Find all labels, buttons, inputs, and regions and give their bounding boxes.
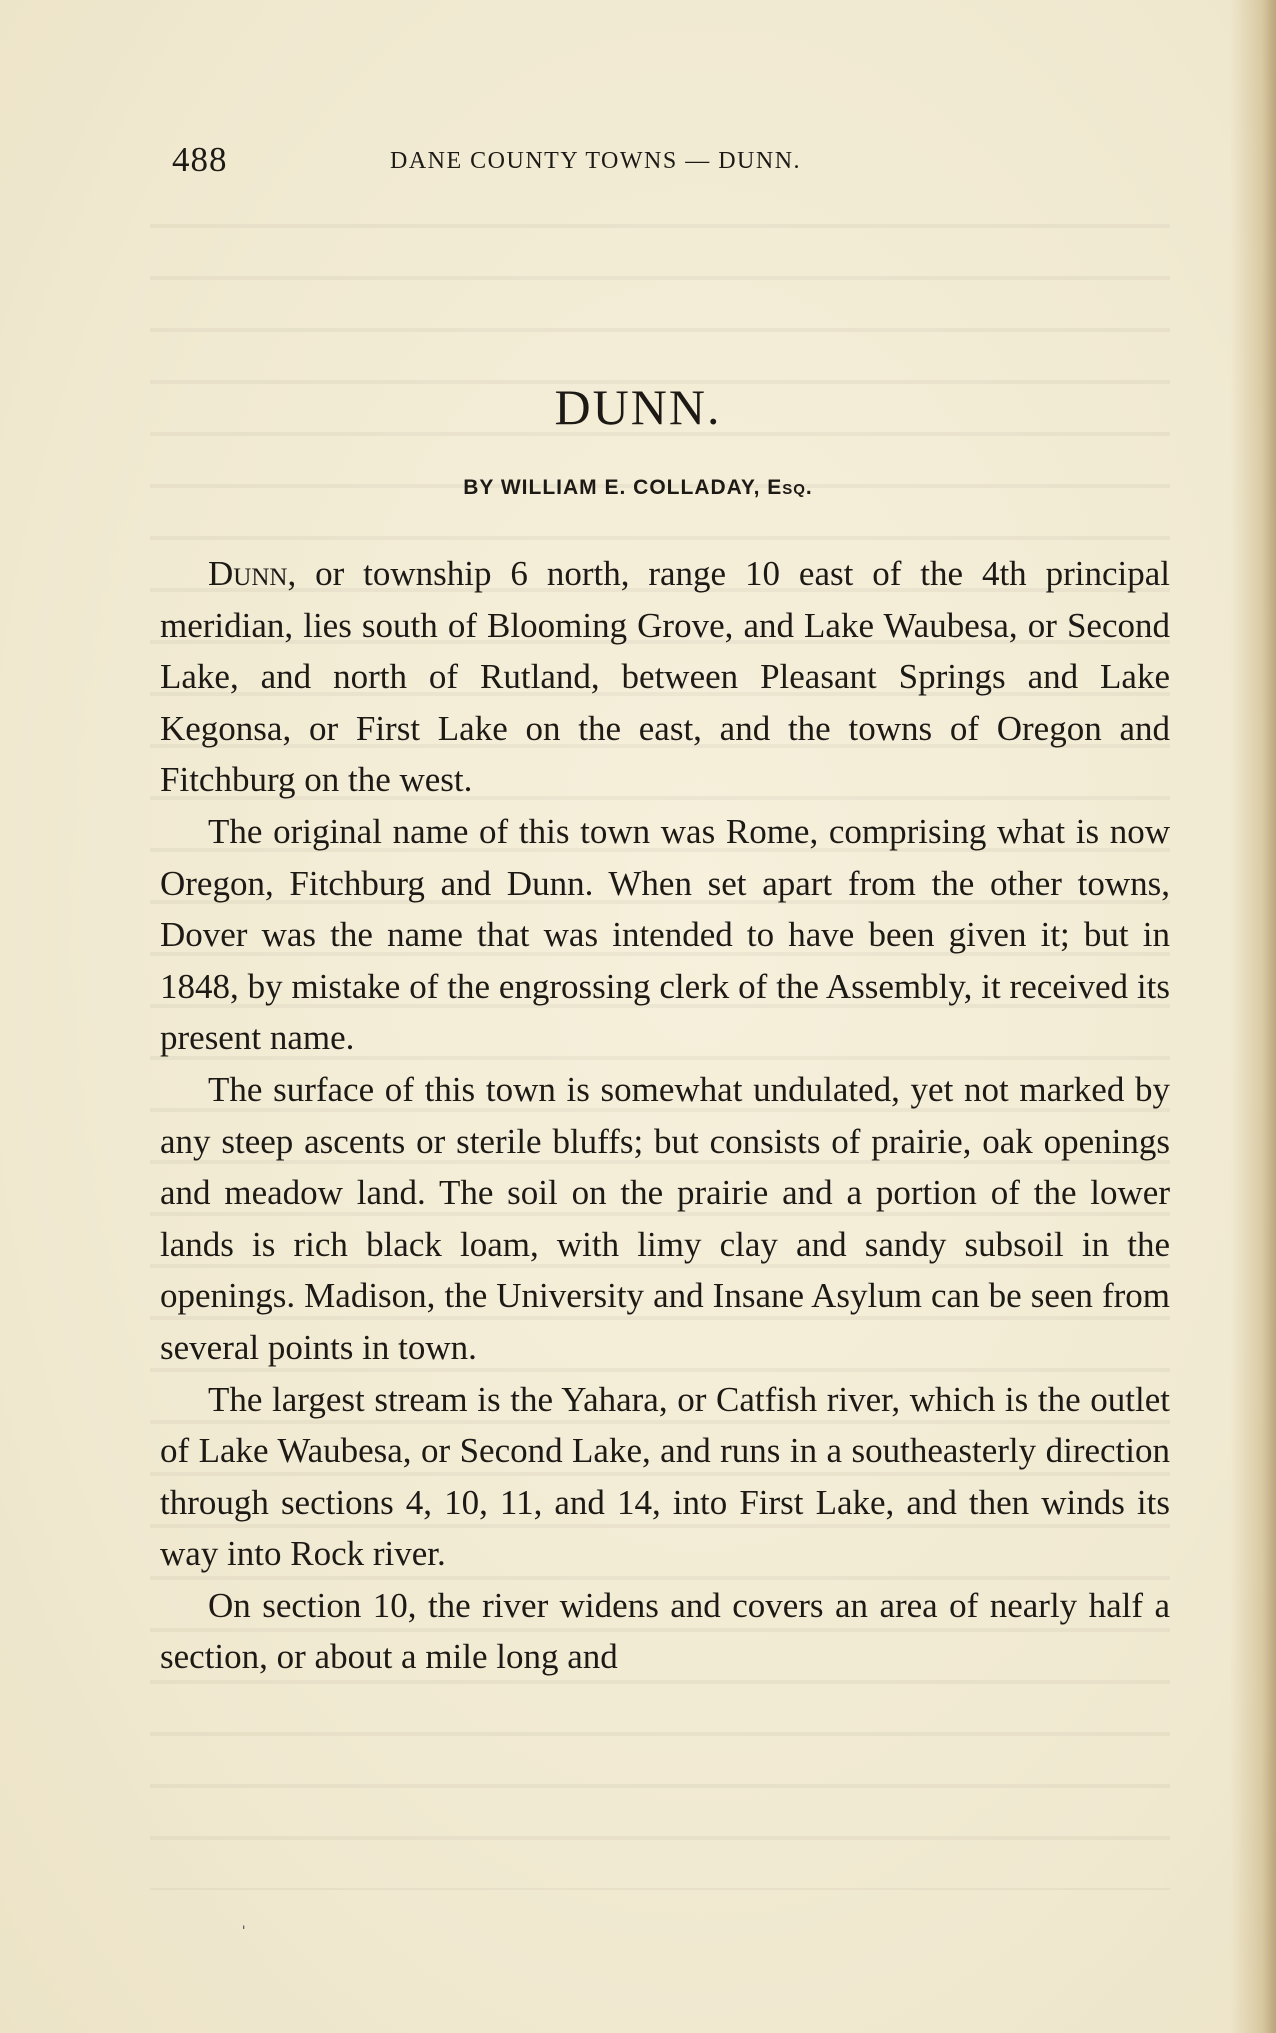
stray-ink-mark: ˌ: [240, 1904, 248, 1929]
paragraph-2: The original name of this town was Rome, comprising what is now Oregon, Fitchburg and Dunn. When set apart from the other towns, Dover was the name that was intended to have been given it; but in 1848, by mistake of the engrossing clerk of the Assembly, it received its present name.: [160, 811, 1170, 1058]
paragraph-5: On section 10, the river widens and covers an area of nearly half a section, or about a mile long and: [160, 1585, 1170, 1677]
body-text: [160, 548, 1170, 1683]
byline: [0, 476, 1276, 500]
running-head: [172, 140, 942, 180]
paragraph-text: , or township 6 north, range 10 east of the 4th principal meridian, lies south of Blooming Grove, and Lake Waubesa, or Second Lake, and north of Rutland, between Pleasant Springs and Lake Kegonsa, or First Lake on the east, and the towns of Oregon and Fitchburg on the west.: [160, 554, 1170, 800]
page-number: 488: [172, 140, 228, 179]
paragraph-1: [160, 548, 1170, 806]
byline-author: BY WILLIAM E. COLLADAY,: [463, 476, 761, 499]
byline-suffix: Esq.: [767, 476, 813, 499]
chapter-title: DUNN.: [554, 379, 722, 435]
running-title: DANE COUNTY TOWNS — DUNN.: [390, 148, 802, 174]
paragraph-lead-word: Dunn: [208, 554, 288, 593]
paragraph-3: The surface of this town is somewhat undulated, yet not marked by any steep ascents or sterile bluffs; but consists of prairie, oak openings and meadow land. The soil on the prairie and a portion of the lower lands is rich black loam, with limy clay and sandy subsoil in the openings. Madison, the University and Insane Asylum can be seen from several points in town.: [160, 1069, 1170, 1367]
paragraph-4: The largest stream is the Yahara, or Catfish river, which is the outlet of Lake Waubesa, or Second Lake, and runs in a southeasterly direction through sections 4, 10, 11, and 14, into First Lake, and then winds its way into Rock river.: [160, 1379, 1170, 1574]
